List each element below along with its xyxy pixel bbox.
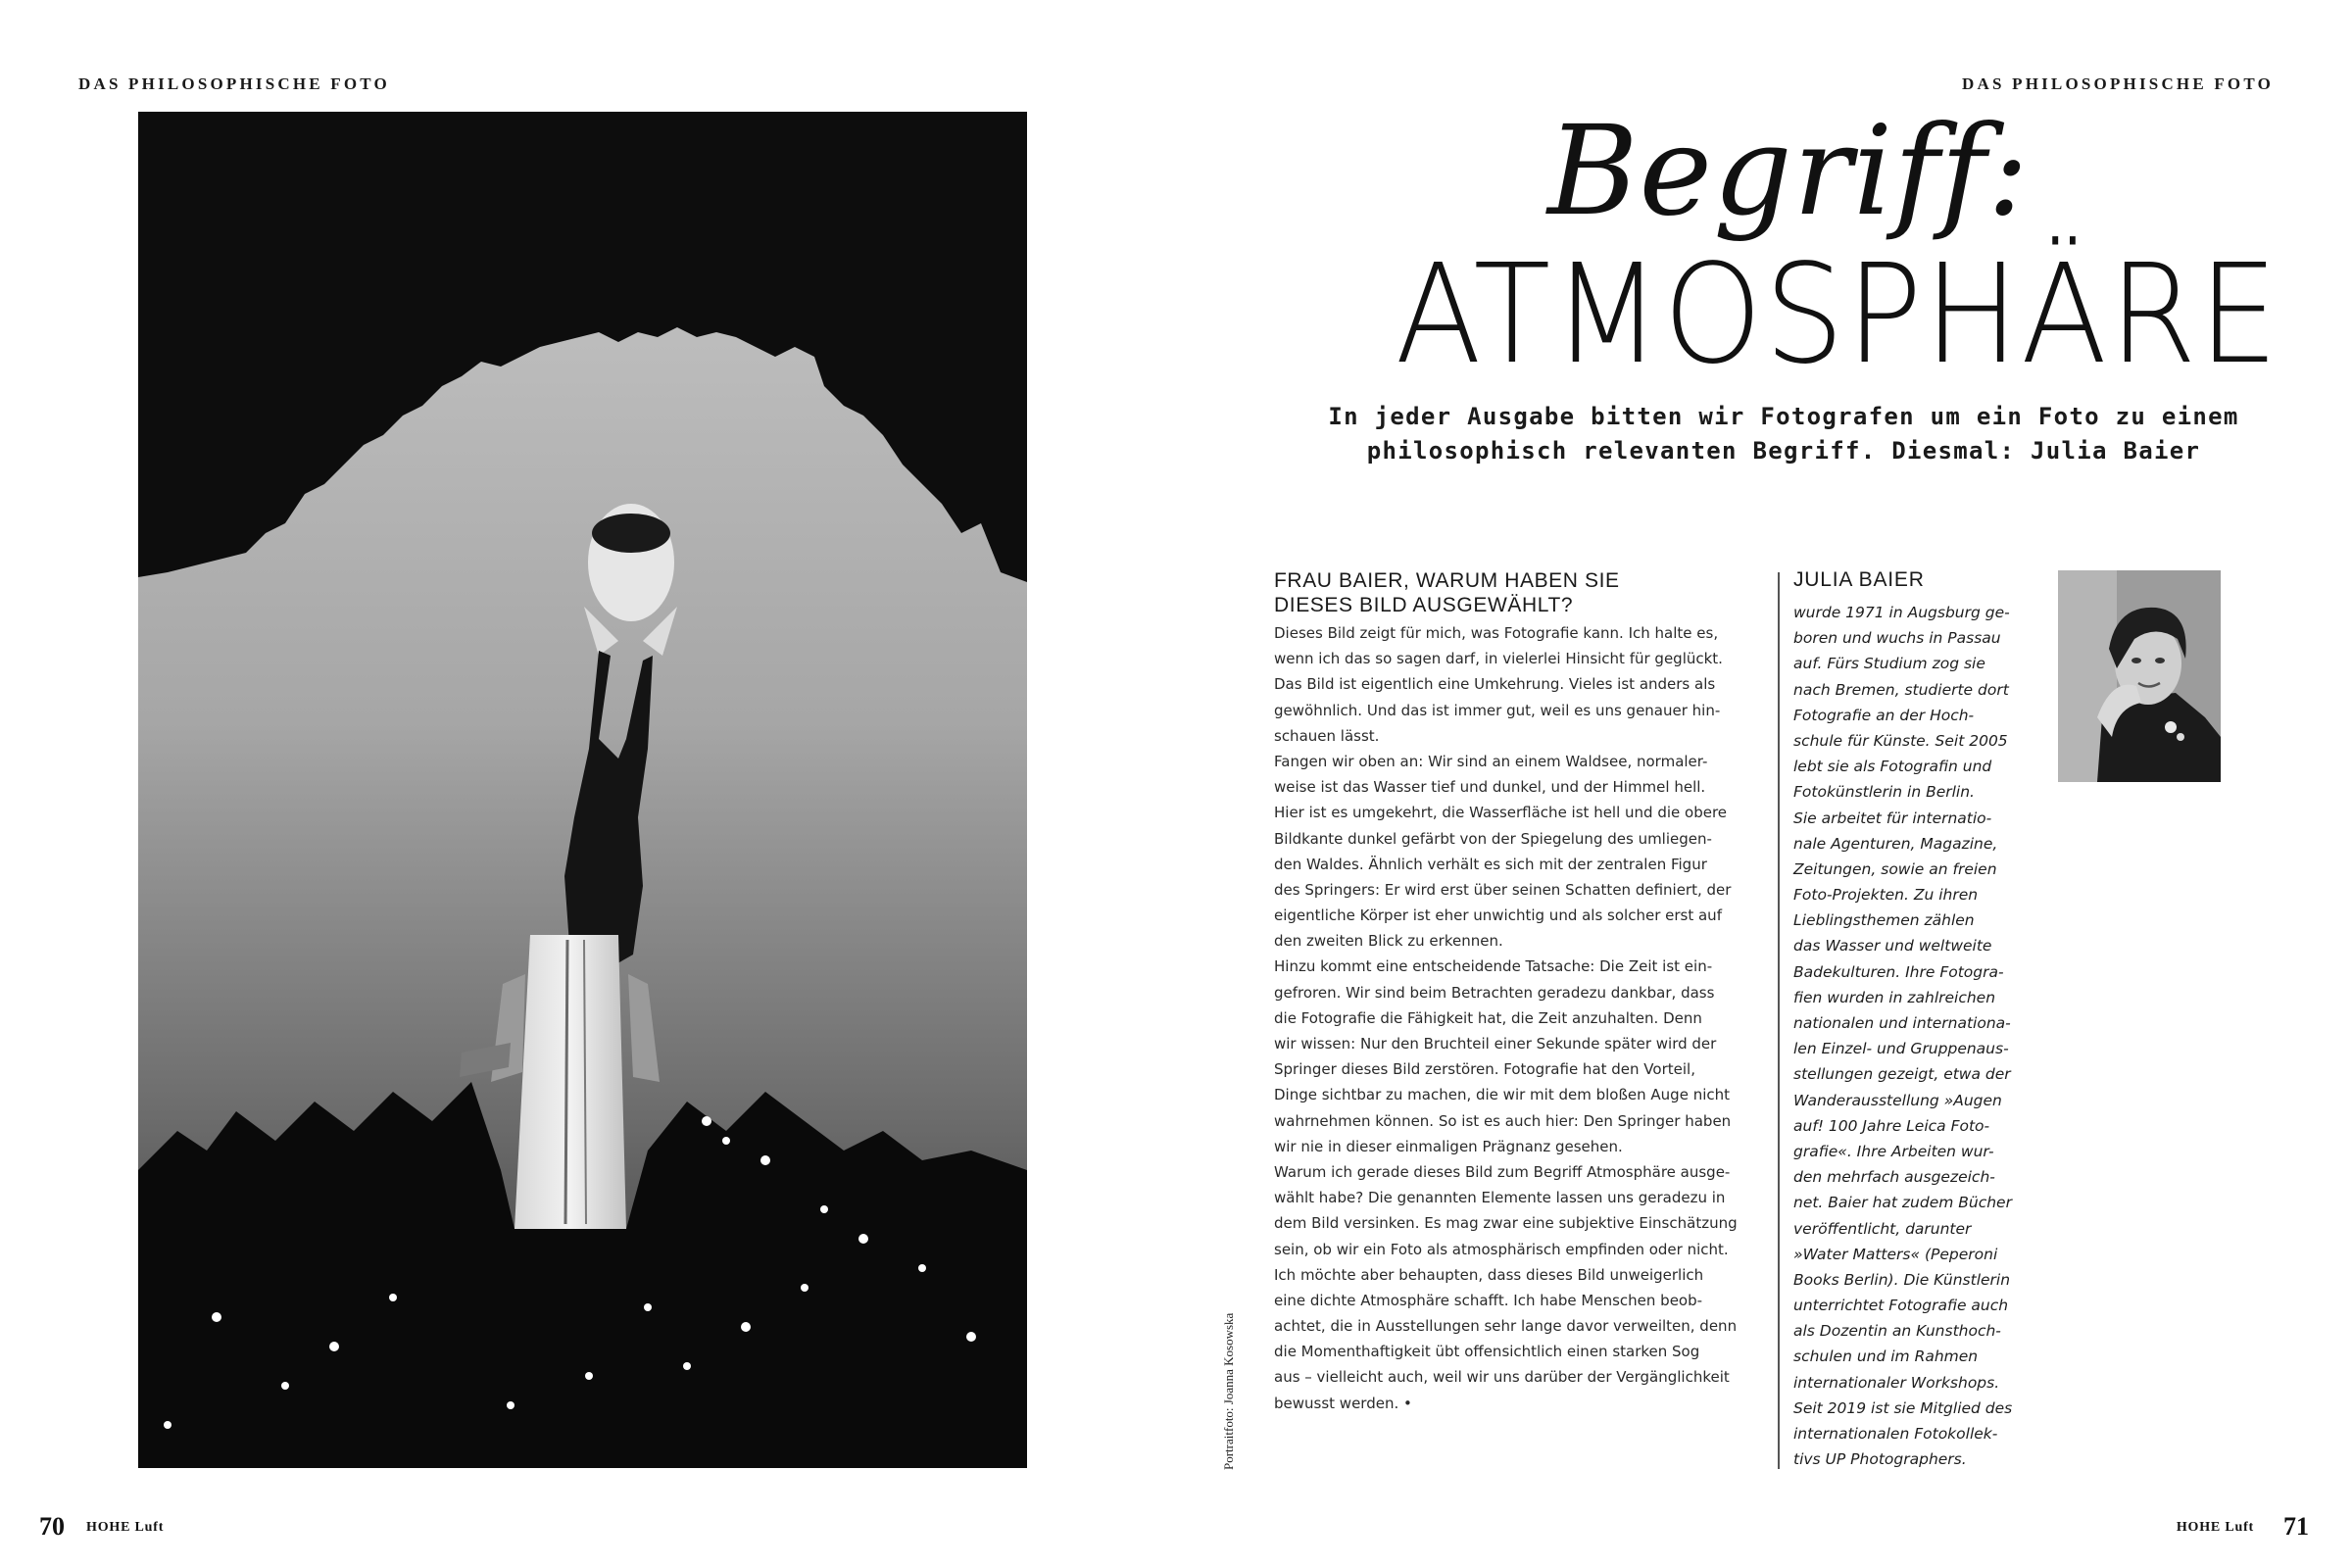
answer-line: wir nie in dieser einmaligen Prägnanz gesehen. bbox=[1274, 1137, 1623, 1155]
diver-photo-illustration bbox=[138, 112, 1027, 1468]
answer-line: aus – vielleicht auch, weil wir uns darüber der Vergänglichkeit bbox=[1274, 1368, 1730, 1387]
bio-line: nale Agenturen, Magazine, bbox=[1793, 834, 1998, 853]
bio-line: auf. Fürs Studium zog sie bbox=[1793, 655, 1985, 673]
bio-line: net. Baier hat zudem Bücher bbox=[1793, 1194, 2012, 1212]
intro-line-2: philosophisch relevanten Begriff. Diesmal: Julia Baier bbox=[1366, 437, 2201, 465]
answer-line: Bildkante dunkel gefärbt von der Spiegelung des umliegen- bbox=[1274, 829, 1712, 848]
bio-text bbox=[1793, 600, 2038, 1472]
answer-line: bewusst werden. • bbox=[1274, 1394, 1412, 1412]
answer-line: Warum ich gerade dieses Bild zum Begriff Atmosphäre ausge- bbox=[1274, 1162, 1731, 1181]
answer-line: die Fotografie die Fähigkeit hat, die Zeit anzuhalten. Denn bbox=[1274, 1008, 1702, 1027]
bio-line: als Dozentin an Kunsthoch- bbox=[1793, 1322, 2001, 1341]
bio-line: internationaler Workshops. bbox=[1793, 1373, 2000, 1392]
bio-line: schule für Künste. Seit 2005 bbox=[1793, 731, 2008, 750]
bio-line: nach Bremen, studierte dort bbox=[1793, 680, 2009, 699]
bio-line: veröffentlicht, darunter bbox=[1793, 1219, 1972, 1238]
answer-line: wenn ich das so sagen darf, in vielerlei Hinsicht für geglückt. bbox=[1274, 650, 1723, 668]
intro-text bbox=[1264, 400, 2303, 468]
bio-line: Fotografie an der Hoch- bbox=[1793, 706, 1975, 724]
magazine-brand-left: HOHE Luft bbox=[86, 1520, 165, 1535]
bio-line: Foto-Projekten. Zu ihren bbox=[1793, 886, 1979, 905]
bio-line: Books Berlin). Die Künstlerin bbox=[1793, 1270, 2011, 1289]
answer-line: des Springers: Er wird erst über seinen Schatten definiert, der bbox=[1274, 880, 1732, 899]
bio-line: Badekulturen. Ihre Fotogra- bbox=[1793, 962, 2004, 981]
answer-line: Das Bild ist eigentlich eine Umkehrung. Vieles ist anders als bbox=[1274, 675, 1716, 694]
answer-line: wir wissen: Nur den Bruchteil einer Sekunde später wird der bbox=[1274, 1035, 1717, 1053]
answer-line: Fangen wir oben an: Wir sind an einem Waldsee, normaler- bbox=[1274, 752, 1708, 770]
running-head-left: DAS PHILOSOPHISCHE FOTO bbox=[78, 74, 390, 93]
question-heading-line-2: DIESES BILD AUSGEWÄHLT? bbox=[1274, 594, 1574, 616]
bio-line: schulen und im Rahmen bbox=[1793, 1348, 1979, 1366]
photo-credit: Portraitfoto: Joanna Kosowska bbox=[1221, 1312, 1236, 1470]
bio-line: auf! 100 Jahre Leica Foto- bbox=[1793, 1116, 1990, 1135]
question-heading-line-1: FRAU BAIER, WARUM HABEN SIE bbox=[1274, 569, 1620, 592]
diving-board bbox=[514, 935, 626, 1229]
portrait-illustration bbox=[2058, 570, 2221, 782]
bio-line: wurde 1971 in Augsburg ge- bbox=[1793, 604, 2010, 621]
answer-line: weise ist das Wasser tief und dunkel, und der Himmel hell. bbox=[1274, 778, 1706, 797]
answer-line: dem Bild versinken. Es mag zwar eine subjektive Einschätzung bbox=[1274, 1214, 1738, 1233]
answer-line: gewöhnlich. Und das ist immer gut, weil es uns genauer hin- bbox=[1274, 701, 1721, 719]
answer-line: wählt habe? Die genannten Elemente lassen uns geradezu in bbox=[1274, 1189, 1726, 1207]
bio-line: Zeitungen, sowie an freien bbox=[1793, 859, 1997, 878]
bio-line: grafie«. Ihre Arbeiten wur- bbox=[1793, 1142, 1994, 1160]
bio-line: Wanderausstellung »Augen bbox=[1793, 1091, 2002, 1109]
bio-line: »Water Matters« (Peperoni bbox=[1793, 1245, 1998, 1263]
bio-line: Lieblingsthemen zählen bbox=[1793, 911, 1975, 930]
bio-line: Fotokünstlerin in Berlin. bbox=[1793, 783, 1975, 802]
portrait-photo bbox=[2058, 570, 2221, 782]
answer-line: den zweiten Blick zu erkennen. bbox=[1274, 932, 1503, 951]
answer-line: die Momenthaftigkeit übt offensichtlich einen starken Sog bbox=[1274, 1343, 1700, 1361]
bio-line: nationalen und internationa- bbox=[1793, 1014, 2011, 1032]
magazine-brand-right: HOHE Luft bbox=[2176, 1520, 2254, 1535]
running-head-right: DAS PHILOSOPHISCHE FOTO bbox=[1962, 74, 2274, 93]
bio-line: fien wurden in zahlreichen bbox=[1793, 988, 1996, 1006]
answer-line: achtet, die in Ausstellungen sehr lange davor verweilten, denn bbox=[1274, 1317, 1738, 1336]
bio-line: den mehrfach ausgezeich- bbox=[1793, 1168, 1995, 1187]
column-divider bbox=[1778, 572, 1780, 1469]
question-heading bbox=[1274, 568, 1744, 617]
answer-line: Springer dieses Bild zerstören. Fotografie hat den Vorteil, bbox=[1274, 1060, 1695, 1079]
title-line-2: ATMOSPHÄRE bbox=[1395, 235, 2280, 395]
bio-line: das Wasser und weltweite bbox=[1793, 937, 1992, 956]
answer-line: Dinge sichtbar zu machen, die wir mit dem bloßen Auge nicht bbox=[1274, 1086, 1731, 1104]
bio-line: tivs UP Photographers. bbox=[1793, 1450, 1967, 1469]
bio-line: Sie arbeitet für internatio- bbox=[1793, 808, 1992, 827]
bio-line: len Einzel- und Gruppenaus- bbox=[1793, 1040, 2009, 1058]
diver-swimsuit bbox=[592, 514, 670, 553]
answer-line: den Waldes. Ähnlich verhält es sich mit der zentralen Figur bbox=[1274, 855, 1707, 873]
bio-line: internationalen Fotokollek- bbox=[1793, 1425, 1998, 1443]
bio-line: unterrichtet Fotografie auch bbox=[1793, 1297, 2009, 1315]
bio-line: stellungen gezeigt, etwa der bbox=[1793, 1065, 2011, 1084]
answer-line: Ich möchte aber behaupten, dass dieses Bild unweigerlich bbox=[1274, 1265, 1704, 1284]
answer-line: wahrnehmen können. So ist es auch hier: Den Springer haben bbox=[1274, 1111, 1732, 1130]
answer-line: eigentliche Körper ist eher unwichtig und als solcher erst auf bbox=[1274, 906, 1722, 925]
answer-line: gefroren. Wir sind beim Betrachten geradezu dankbar, dass bbox=[1274, 983, 1715, 1002]
title-line-1: Begriff: bbox=[1546, 99, 2031, 243]
bio-line: boren und wuchs in Passau bbox=[1793, 629, 2001, 648]
diver-photo bbox=[138, 112, 1027, 1468]
page-number-left: 70 bbox=[39, 1512, 65, 1541]
answer-line: Hier ist es umgekehrt, die Wasserfläche ist hell und die obere bbox=[1274, 804, 1728, 822]
answer-line: Dieses Bild zeigt für mich, was Fotografie kann. Ich halte es, bbox=[1274, 624, 1719, 642]
answer-line: Hinzu kommt eine entscheidende Tatsache: Die Zeit ist ein- bbox=[1274, 957, 1713, 976]
answer-line: sein, ob wir ein Foto als atmosphärisch empfinden oder nicht. bbox=[1274, 1240, 1729, 1258]
bio-line: lebt sie als Fotografin und bbox=[1793, 758, 1992, 776]
answer-line: eine dichte Atmosphäre schafft. Ich habe Menschen beob- bbox=[1274, 1291, 1703, 1309]
answer-line: schauen lässt. bbox=[1274, 726, 1380, 745]
page-number-right: 71 bbox=[2283, 1512, 2309, 1541]
interview-answer bbox=[1274, 620, 1738, 1416]
intro-line-1: In jeder Ausgabe bitten wir Fotografen um ein Foto zu einem bbox=[1328, 403, 2239, 430]
bio-name: JULIA BAIER bbox=[1793, 568, 1925, 591]
bio-line: Seit 2019 ist sie Mitglied des bbox=[1793, 1398, 2013, 1417]
